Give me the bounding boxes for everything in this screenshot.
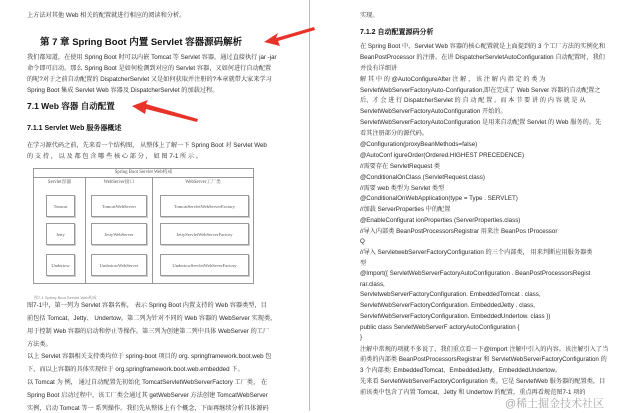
column-header: WebServer接口	[103, 180, 135, 185]
diagram-box: TomcatServletWebServerFactory	[160, 195, 249, 217]
text-line: rar.class,	[360, 281, 385, 288]
text-line: @Configuration(proxyBeanMethods=false)	[360, 141, 478, 148]
text-line: 在 Spring Boot 中，Servlet Web 容器的核心配置就是上面提到的 3 个工厂方法的实例化和	[360, 43, 606, 50]
text-line: }	[360, 334, 363, 341]
text-line: @ConditionalOnClass (ServletRequest.class)	[360, 174, 485, 181]
figure-caption: 图7-1 Spring Boot Servlet Web构成	[34, 295, 97, 300]
text-line: 前类的内部类 BeanPostProcessorsRegistrar 和 ServletWebServerFactoryConfiguration 的	[360, 356, 607, 363]
text-line: 前该类中包含了内置 Tomcat、Jetty 和 Undertow 的配置，重点再看规范图7-1 项的	[360, 389, 586, 396]
text-line: ServletWebServerFactoryConfiguration. EmbeddedUndertow. class })	[360, 313, 551, 320]
red-arrow-icon	[132, 100, 198, 122]
watermark: @稀土掘金技术社区	[505, 398, 605, 410]
diagram-box: Jetty	[46, 223, 75, 245]
text-line: //加载 ServerProperties 中的配置	[360, 206, 451, 213]
text-line: 看其注册部分的源代码。	[360, 130, 429, 137]
text-line: 3 个内部类: EmbeddedTomcat、EmbeddedJetty、EmbeddedUndertow。	[360, 367, 562, 374]
text-line: 的 支 持 ， 以 及 都 包 含 哪 些 核 心 部 分 ， 如 图 7-1 所 示 。	[27, 153, 202, 160]
text-line: BeanPostProcessor 的注册。在讲 DispatcherServletAutoConfiguration 自动配置时，我们	[360, 54, 605, 61]
text-line: 在学习源代码之前，先来看一个结构图， 从整体上了解一下 Spring Boot 对 Servlet Web	[27, 142, 267, 149]
text-line: 的呢?对于之前自动配置的 DispatcherServlet 又是如何获取并注册的?本章就带大家来学习	[27, 76, 272, 83]
text-line: 以 Tomcat 为 例， 通过自动配置先初始化 TomcatServletWebServerFactory 工厂类， 在	[27, 379, 268, 386]
red-arrow-icon	[264, 27, 315, 46]
text-line: 实现。	[360, 12, 379, 19]
text-line: 图7-1中，第一列为 Servlet 容器名称， 表示 Spring Boot 内置支持的 Web 容器类型，目	[27, 302, 267, 309]
text-line: ServletWebServerFactoryAuto-Configuration,即在完成了 Web Server 容器的自动配置之	[360, 87, 601, 94]
section-heading: 7.1 Web 容器 自动配置	[27, 101, 115, 111]
text-line: Spring Boot 集成 Servlet Web 容器及 DispatcherServlet 的加载过程。	[27, 87, 219, 94]
text-line: 后，才 会 进 行 DispatcherServlet 的 自 动 配 置 。而 本 节 要 讲 的 内 容 就 是 从	[360, 97, 586, 104]
text-line: ServletWebServerFactoryAutoConfiguration 是用来自动配置 Servlet 的 Web 服务的。先	[360, 119, 602, 126]
text-line: 上方法对其他 Web 相关的配置就进行相应的阅读和分析。	[27, 12, 186, 19]
text-line: 解 其 中 的 @AutoConfigureAfter 注 解 ， 该 注 解 内 指 定 的 类 为	[360, 76, 546, 83]
text-line: //需要 web 类型为 Servlet 类型	[360, 185, 445, 192]
text-line: @ConditionalOnWebApplication(type = Type . SERVLET)	[360, 195, 518, 202]
diagram-title: Spring Boot Servlet Web构成	[114, 170, 173, 175]
text-line: Q	[360, 238, 365, 245]
section-heading: 7.1.1 Servlet Web 服务器概述	[27, 125, 122, 132]
text-line: 实例，启动 Tomcat 等一 系列操作。我们先从整体上有个概念，下面再继续分析具体源码	[27, 405, 269, 412]
text-line: ServletwebServerFactoryConfiguration. EmbeddedTomcat . class,	[360, 291, 541, 298]
text-line: //导入 ServletwebServerFactoryConfiguration 的三个内部类， 用来判断应用服务器类	[360, 249, 593, 256]
text-line: Spring Boot 启动过程中，该工厂类会通过其 getWebServer 方法创建 TomcatWebServer	[27, 392, 268, 399]
text-line: //导入内部类 BeanPostProcessorsRegistrar 用来注 BeanPos tProcessor	[360, 228, 558, 235]
text-line: //需要存在 ServletRequest 类	[360, 163, 441, 170]
text-line: 先来看 ServletWebServerFactoryConfiguration 类。它是 ServletWeb 服务器的配置类，目	[360, 378, 606, 385]
diagram-box: UndertowServletWebSeverFactory	[160, 254, 249, 276]
text-line: 用于控制 Web 容器的启动和停止等操作。第三列为创建第二列中具体 WebServer 的工厂	[27, 328, 270, 335]
text-line: 前包括 Tomcat、Jetty、 Undertow。第二列为针对不同的 Web 容器的 WebServer 实现类，	[27, 315, 277, 322]
text-line: 并没有详细讲	[360, 65, 398, 72]
text-line: ServletWebServerFactoryConfiguration. EmbeddedJetty . class,	[360, 302, 535, 309]
diagram-box: UndertowWebServer	[91, 254, 147, 276]
text-line: @AutoConf igureOrder(Ordered.HIGHEST PRECEDENCE)	[360, 152, 524, 159]
text-line: 我们都知道，在使用 Spring Boot 时可以内嵌 Tomcat 等 Servlet 容器，通过直接执行 jar -jar	[27, 54, 277, 61]
section-heading: 7.1.2 自动配置源码分析	[360, 29, 434, 36]
diagram-box: JettyWebServer	[91, 223, 147, 245]
text-line: 以上 Servlet 容器相关支持类均位于 spring-boot 项目的 org. springframework.boot.web 包	[27, 353, 272, 360]
diagram-box: Tomcat	[46, 195, 75, 217]
diagram-box: TomcatWebServer	[91, 195, 147, 217]
section-heading: 第 7 章 Spring Boot 内置 Servlet 容器源码解析	[40, 37, 243, 48]
text-line: 方法类。	[27, 341, 52, 348]
diagram-box: JettyServletWebServerFactory	[160, 223, 249, 245]
text-line: public class ServletWebServerF actoryAutoConfiguration {	[360, 324, 520, 331]
text-line: @Import({ ServletWebServerFactoryAutoConfiguration . BeanPostProcessorsRegist	[360, 270, 591, 277]
diagram-box: Undertow	[46, 254, 75, 276]
text-line: 型	[360, 260, 367, 267]
column-header: WebServer工厂类	[185, 180, 221, 185]
text-line: 命令即可启动。那么 Spring Boot 是如何检测到对应的 Servlet 容器，又如何进行自动配置	[27, 65, 272, 72]
text-line: ServletWebServerFactoryAutoConfiguration 开始的。	[360, 108, 507, 115]
text-line: 注解中常规的项就不多说了，我们重点看一下@Import 注解中引入的内容。该注解引入了当	[360, 346, 609, 353]
text-line: @EnableConfigurat ionProperties (ServerProperties.class)	[360, 217, 521, 224]
column-header: Servlet容器	[47, 180, 72, 185]
text-line: 下，而以上容器的具体实现位于 org.springframework.boot.web.embedded 下。	[27, 366, 244, 373]
